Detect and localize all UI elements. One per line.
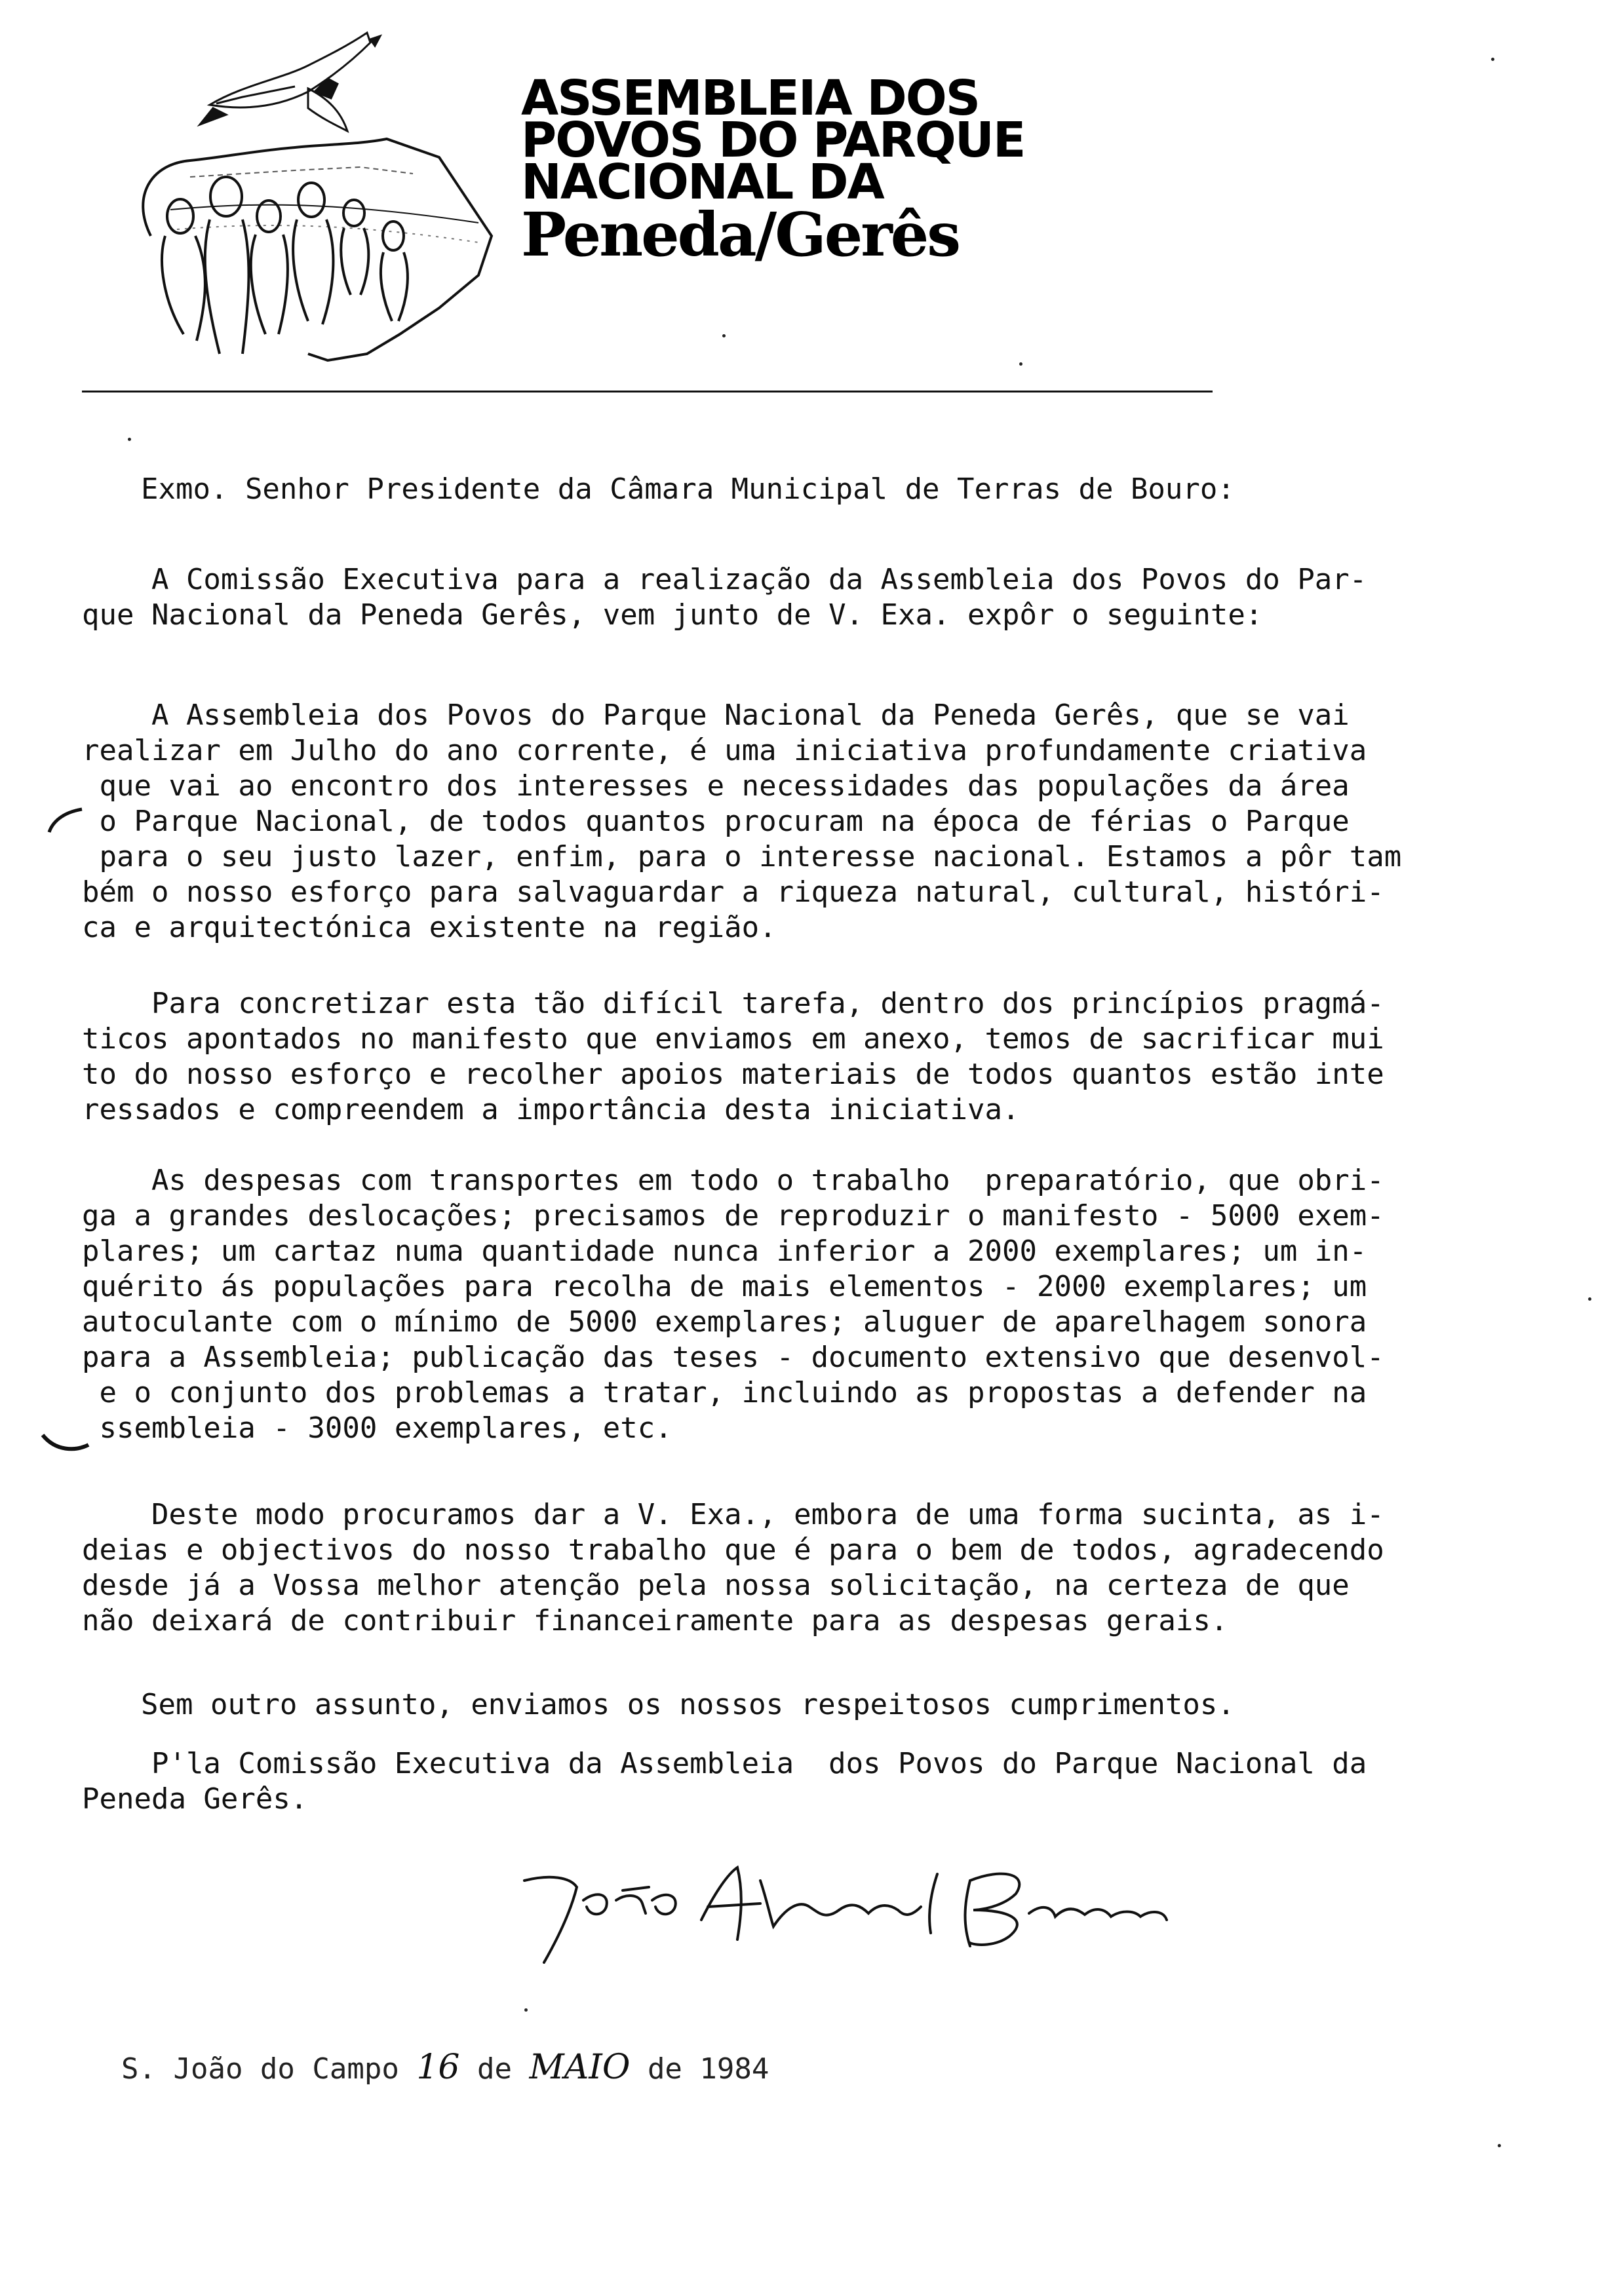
organization-title [521,70,1025,270]
date-connector: de [630,2052,700,2086]
title-line-4: Peneda/Gerês [521,199,960,270]
header-divider [82,391,1213,392]
paragraph-assembly: A Assembleia dos Povos do Parque Nacional da Peneda Gerês, que se vai realizar em Julho do ano corrente, é uma iniciativa profundamente criativa que vai ao encontro dos interesses e necessidades das populações da área o Parque Nacional, de todos quantos procuram na época de férias o Parque para o seu justo lazer, enfim, para o interesse nacional. Estamos a pôr tam bém o nosso esforço para salvaguardar a riqueza natural, cultural, históri- ca e arquitectónica existente na região. [82,698,1402,944]
closing-line: Sem outro assunto, enviamos os nossos respeitosos cumprimentos. [141,1688,1235,1721]
title-line-1: ASSEMBLEIA DOS [521,70,980,126]
handwritten-month: MAIO [529,2048,631,2087]
handwritten-day: 16 [416,2048,460,2087]
ink-speck [1588,1297,1591,1301]
margin-mark [36,803,95,849]
margin-mark [36,1422,95,1468]
ink-speck [722,334,726,337]
date-year: 1984 [699,2052,769,2086]
ink-speck [1491,58,1494,61]
title-line-3: NACIONAL DA [521,154,884,210]
title-line-2: POVOS DO PARQUE [521,112,1025,168]
paragraph-expenses: As despesas com transportes em todo o trabalho preparatório, que obri- ga a grandes deslocações; precisamos de reproduzir o manifesto - 5000 exem- plares; um cartaz numa quantidade nunca inferior a 2000 exemplares; um in- quérito ás populações para recolha de mais elementos - 2000 exemplares; um autoculante com o mínimo de 5000 exemplares; aluguer de aparelhagem sonora para a Assembleia; publicação das teses - documento extensivo que desenvol- e o conjunto dos problemas a tratar, incluindo as propostas a defender na ssembleia - 3000 exemplares, etc. [82,1164,1384,1445]
place-and-date [121,2048,769,2087]
ink-speck [524,2008,528,2012]
eagle-over-mountain-people-logo-icon [111,26,518,367]
paragraph-intro: A Comissão Executiva para a realização da Assembleia dos Povos do Par- que Nacional da Peneda Gerês, vem junto de V. Exa. expôr o seguinte: [82,563,1367,632]
handwritten-signature [511,1854,1206,1966]
ink-speck [1498,2144,1501,2147]
ink-speck [128,438,131,441]
ink-speck [1019,362,1022,366]
paragraph-task: Para concretizar esta tão difícil tarefa, dentro dos princípios pragmá- ticos apontados no manifesto que enviamos em anexo, temos de sacrificar mui to do nosso esforço e recolher apoios materiais de todos quantos estão inte ressados e compreendem a importância desta iniciativa. [82,987,1384,1126]
place-text: S. João do Campo [121,2052,399,2086]
signoff: P'la Comissão Executiva da Assembleia dos Povos do Parque Nacional da Peneda Gerês. [82,1747,1367,1816]
date-connector: de [459,2052,530,2086]
paragraph-request: Deste modo procuramos dar a V. Exa., embora de uma forma sucinta, as i- deias e objectivos do nosso trabalho que é para o bem de todos, agradecendo desde já a Vossa melhor atenção pela nossa solicitação, na certeza de que não deixará de contribuir financeiramente para as despesas gerais. [82,1498,1384,1637]
salutation: Exmo. Senhor Presidente da Câmara Municipal de Terras de Bouro: [141,472,1235,506]
